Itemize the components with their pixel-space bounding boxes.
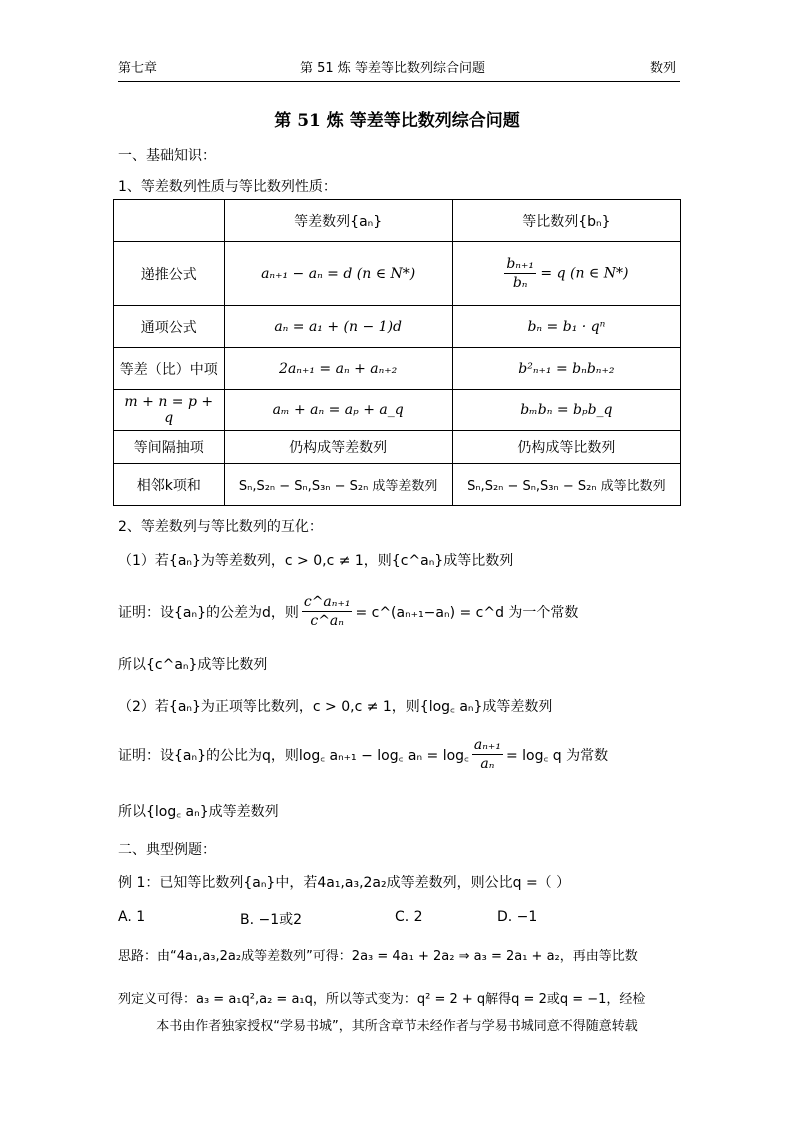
geo-cell: [452, 242, 680, 306]
proof-1-text-b: = c^(aₙ₊₁−aₙ) = c^d 为一个常数: [355, 604, 579, 621]
section-heading-2: 二、典型例题：: [118, 842, 216, 858]
option-a: A. 1: [118, 909, 146, 925]
table-header-arith: 等差数列{aₙ}: [224, 200, 452, 242]
page-title: 第 51 炼 等差等比数列综合问题: [274, 111, 520, 131]
arith-cell: 仍构成等差数列: [224, 431, 452, 464]
solution-line-1: 思路：由“4a₁,a₃,2a₂成等差数列”可得：2a₃ = 4a₁ + 2a₂ ⇒ a₃ = 2a₁ + a₂，再由等比数: [118, 949, 638, 964]
table-corner-cell: [114, 200, 225, 242]
row-label: 通项公式: [114, 306, 225, 348]
geo-cell: bₙ = b₁ · qⁿ: [452, 306, 680, 348]
header-title: 第 51 炼 等差等比数列综合问题: [300, 61, 485, 76]
copyright-footer: 本书由作者独家授权“学易书城”，其所含章节未经作者与学易书城同意不得随意转载: [156, 1019, 638, 1034]
header-chapter: 第七章: [118, 61, 158, 76]
geo-cell: bₘbₙ = bₚb_q: [452, 390, 680, 431]
statement-1: （1）若{aₙ}为等差数列，c > 0,c ≠ 1，则{c^aₙ}成等比数列: [118, 553, 514, 569]
statement-2: （2）若{aₙ}为正项等比数列，c > 0,c ≠ 1，则{log꜀ aₙ}成等差数列: [118, 699, 553, 715]
conclusion-1: 所以{c^aₙ}成等比数列: [118, 657, 268, 673]
table-header-row: [114, 200, 681, 242]
comparison-table: [113, 199, 681, 506]
geo-rest: = q (n ∈ N*): [540, 265, 629, 282]
proof-2-text-b: = log꜀ q 为常数: [505, 747, 609, 764]
header-rule: [118, 81, 680, 82]
geo-cell: 仍构成等比数列: [452, 431, 680, 464]
fraction-numerator: bₙ₊₁: [506, 256, 534, 272]
fraction-denominator: bₙ: [512, 275, 528, 291]
row-label: 相邻k项和: [114, 464, 225, 506]
geo-cell: Sₙ,S₂ₙ − Sₙ,S₃ₙ − S₂ₙ 成等比数列: [452, 464, 680, 506]
row-label: 等间隔抽项: [114, 431, 225, 464]
solution-line-2: 列定义可得：a₃ = a₁q²,a₂ = a₁q，所以等式变为：q² = 2 + q解得q = 2或q = −1，经检: [118, 992, 646, 1007]
table-row: [114, 431, 681, 464]
row-label: m + n = p + q: [114, 390, 225, 431]
table-row: [114, 390, 681, 431]
proof-1-text-a: 证明：设{aₙ}的公差为d，则: [118, 604, 299, 621]
table-row: [114, 306, 681, 348]
option-b: B. −1或2: [240, 912, 303, 928]
option-d: D. −1: [497, 909, 538, 925]
proof-2-fraction: [472, 736, 503, 773]
item-heading-2: 2、等差数列与等比数列的互化：: [118, 519, 323, 535]
row-label: 等差（比）中项: [114, 348, 225, 390]
arith-cell: aₘ + aₙ = aₚ + a_q: [224, 390, 452, 431]
arith-cell: aₙ = a₁ + (n − 1)d: [224, 306, 452, 348]
proof-1-fraction: [302, 593, 353, 630]
example-1: 例 1：已知等比数列{aₙ}中，若4a₁,a₃,2a₂成等差数列，则公比q =（ ）: [118, 875, 571, 891]
geo-cell: b²ₙ₊₁ = bₙbₙ₊₂: [452, 348, 680, 390]
proof-2-text-a: 证明：设{aₙ}的公比为q，则log꜀ aₙ₊₁ − log꜀ aₙ = log꜀: [118, 747, 469, 764]
table-row: [114, 242, 681, 306]
option-c: C. 2: [395, 909, 423, 925]
arith-cell: 2aₙ₊₁ = aₙ + aₙ₊₂: [224, 348, 452, 390]
header-section: 数列: [650, 61, 677, 76]
fraction-numerator: aₙ₊₁: [473, 737, 501, 753]
arith-cell: aₙ₊₁ − aₙ = d (n ∈ N*): [224, 242, 452, 306]
section-heading-1: 一、基础知识：: [118, 148, 216, 164]
fraction-numerator: c^aₙ₊₁: [303, 594, 351, 610]
proof-1: [118, 593, 578, 630]
geo-fraction: [504, 255, 536, 292]
row-label: 递推公式: [114, 242, 225, 306]
fraction-denominator: c^aₙ: [310, 613, 344, 629]
proof-2: [118, 736, 608, 773]
table-header-geo: 等比数列{bₙ}: [452, 200, 680, 242]
conclusion-2: 所以{log꜀ aₙ}成等差数列: [118, 804, 279, 820]
fraction-denominator: aₙ: [480, 756, 495, 772]
item-heading-1: 1、等差数列性质与等比数列性质：: [118, 179, 337, 195]
table-row: [114, 464, 681, 506]
arith-cell: Sₙ,S₂ₙ − Sₙ,S₃ₙ − S₂ₙ 成等差数列: [224, 464, 452, 506]
table-row: [114, 348, 681, 390]
